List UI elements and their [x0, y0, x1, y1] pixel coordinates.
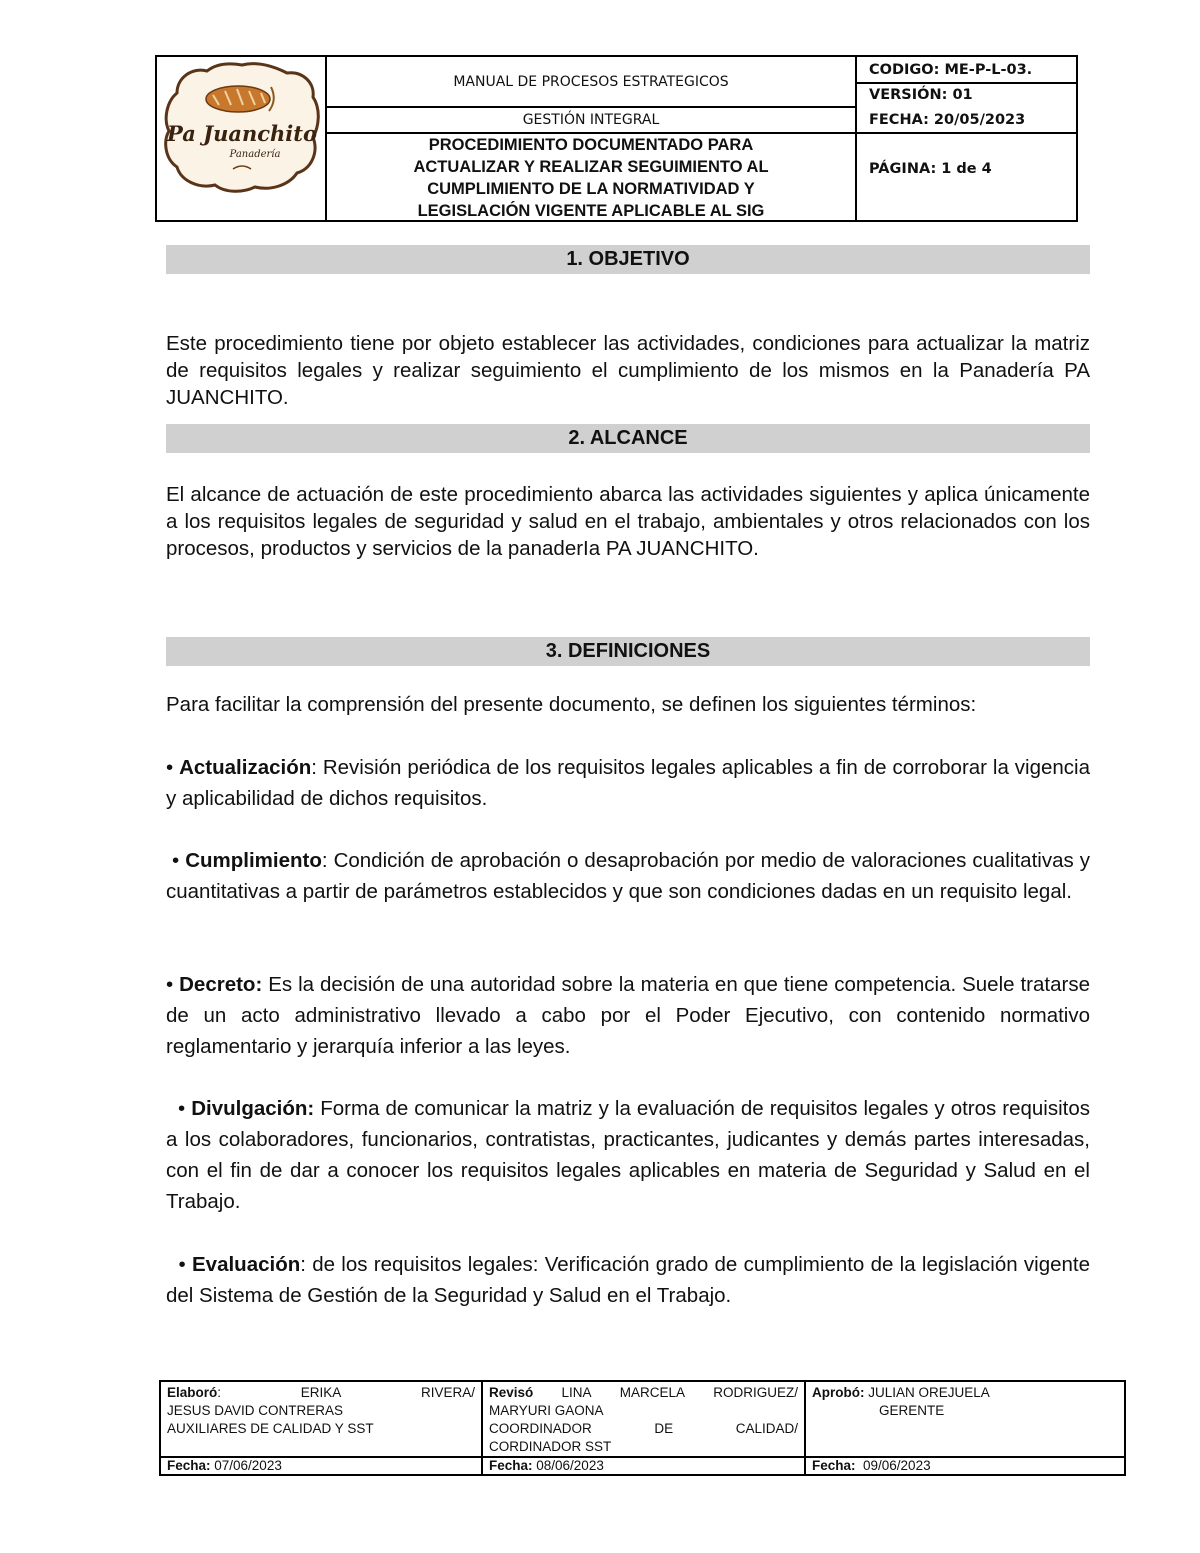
elaboro-label: Elaboró	[167, 1385, 218, 1400]
logo-subtitle: Panadería	[229, 149, 281, 160]
alcance-paragraph: El alcance de actuación de este procedimiento abarca las actividades siguientes y aplica únicamente a los requisitos legales de seguridad y salud en el trabajo, ambientales y otros relacionados con los procesos, productos y servicios de la panaderIa PA JUANCHITO.	[166, 483, 1090, 560]
definition-term: Divulgación:	[191, 1097, 315, 1120]
pagina: PÁGINA: 1 de 4	[869, 161, 992, 177]
elaboro-role: AUXILIARES DE CALIDAD Y SST	[167, 1421, 374, 1436]
definition-text: Forma de comunicar la matriz y la evaluación de requisitos legales y otros requisitos a los colaboradores, funcionarios, contratistas, practicantes, judicantes y demás partes interesadas, con el fin de dar a conocer los requisitos legales aplicables en materia de Seguridad y Salud en el Trabajo.	[166, 1097, 1091, 1213]
definition-cumplimiento	[166, 845, 1090, 907]
reviso-role: COORDINADOR	[489, 1421, 592, 1436]
fecha-value: 08/06/2023	[532, 1458, 604, 1473]
reviso-role: DE	[654, 1421, 674, 1436]
procedure-title	[327, 134, 855, 222]
manual-title: MANUAL DE PROCESOS ESTRATEGICOS	[453, 73, 729, 90]
fecha-label: Fecha:	[812, 1458, 856, 1473]
definition-text: : de los requisitos legales: Verificación grado de cumplimiento de la legislación vigente del Sistema de Gestión de la Seguridad y Salud en el Trabajo.	[166, 1253, 1091, 1307]
elaboro-name: RIVERA/	[420, 1385, 475, 1400]
definition-text: Es la decisión de una autoridad sobre la materia en que tiene competencia. Suele tratarse de un acto administrativo llevado a cabo por el Poder Ejecutivo, con contenido normativo reglamentario y jerarquía inferior a las leyes.	[166, 973, 1090, 1058]
definition-term: Decreto:	[179, 973, 263, 996]
definition-term: Evaluación	[192, 1253, 301, 1276]
reviso-name: LINA	[561, 1385, 592, 1400]
fecha-aprobo	[806, 1457, 937, 1475]
reviso-cell	[483, 1384, 804, 1456]
elaboro-cell	[161, 1384, 481, 1438]
aprobo-cell	[806, 1384, 1126, 1420]
approval-table	[159, 1380, 1126, 1476]
reviso-role: CORDINADOR SST	[489, 1439, 612, 1454]
fecha-value: 09/06/2023	[855, 1458, 931, 1473]
section-definiciones-title: 3. DEFINICIONES	[166, 637, 1090, 666]
bakery-logo	[163, 61, 321, 193]
alcance-text	[166, 481, 1090, 562]
definition-divulgacion	[166, 1093, 1090, 1217]
objetivo-text	[166, 330, 1090, 411]
objetivo-paragraph: Este procedimiento tiene por objeto establecer las actividades, condiciones para actualizar la matriz de requisitos legales y realizar seguimiento el cumplimiento de los mismos en la Panadería PA JUANCHITO.	[166, 332, 1090, 409]
definition-term: Actualización	[179, 756, 312, 779]
definition-evaluacion	[166, 1249, 1090, 1311]
fecha-elaboro	[161, 1457, 288, 1475]
reviso-role: CALIDAD/	[735, 1421, 798, 1436]
bullet: •	[166, 973, 180, 996]
section-objetivo-title: 1. OBJETIVO	[166, 245, 1090, 274]
reviso-name: RODRIGUEZ/	[713, 1385, 798, 1400]
header-table	[155, 55, 1078, 222]
fecha-value: 07/06/2023	[210, 1458, 282, 1473]
elaboro-name: ERIKA	[300, 1385, 342, 1400]
definition-term: Cumplimiento	[185, 849, 322, 872]
reviso-name: MARYURI GAONA	[489, 1403, 604, 1418]
definition-decreto	[166, 969, 1090, 1062]
bullet: •	[166, 1253, 192, 1276]
definition-text: : Revisión periódica de los requisitos legales aplicables a fin de corroborar la vigencia y aplicabilidad de dichos requisitos.	[166, 756, 1090, 810]
section-alcance-title: 2. ALCANCE	[166, 424, 1090, 453]
colon: :	[217, 1385, 222, 1400]
fecha: FECHA: 20/05/2023	[869, 112, 1026, 128]
fecha-label: Fecha:	[167, 1458, 211, 1473]
version: VERSIÓN: 01	[869, 87, 973, 103]
procedure-line: CUMPLIMIENTO DE LA NORMATIVIDAD Y	[427, 180, 755, 198]
bullet: •	[166, 756, 180, 779]
aprobo-role: GERENTE	[879, 1403, 945, 1418]
procedure-line: ACTUALIZAR Y REALIZAR SEGUIMIENTO AL	[413, 158, 769, 176]
bullet: •	[166, 1097, 192, 1120]
aprobo-name: JULIAN OREJUELA	[864, 1385, 990, 1400]
definition-actualizacion	[166, 752, 1090, 814]
gestion-title: GESTIÓN INTEGRAL	[522, 112, 660, 128]
fecha-label: Fecha:	[489, 1458, 533, 1473]
reviso-name: MARCELA	[619, 1385, 685, 1400]
reviso-label: Revisó	[489, 1385, 534, 1400]
bullet: •	[166, 849, 186, 872]
elaboro-name: JESUS DAVID CONTRERAS	[167, 1403, 344, 1418]
codigo: CODIGO: ME-P-L-03.	[869, 61, 1033, 78]
definition-text: : Condición de aprobación o desaprobación por medio de valoraciones cualitativas y cuantitativas a partir de parámetros establecidos y que son condiciones dadas en un requisito legal.	[166, 849, 1090, 903]
definiciones-intro: Para facilitar la comprensión del presente documento, se definen los siguientes términos:	[166, 693, 977, 716]
fecha-reviso	[483, 1457, 610, 1475]
procedure-line: LEGISLACIÓN VIGENTE APLICABLE AL SIG	[417, 202, 765, 220]
procedure-line: PROCEDIMIENTO DOCUMENTADO PARA	[428, 136, 754, 154]
aprobo-label: Aprobó:	[812, 1385, 865, 1400]
footer-divider	[161, 1456, 1124, 1458]
logo-text: Pa Juanchito	[167, 121, 317, 146]
